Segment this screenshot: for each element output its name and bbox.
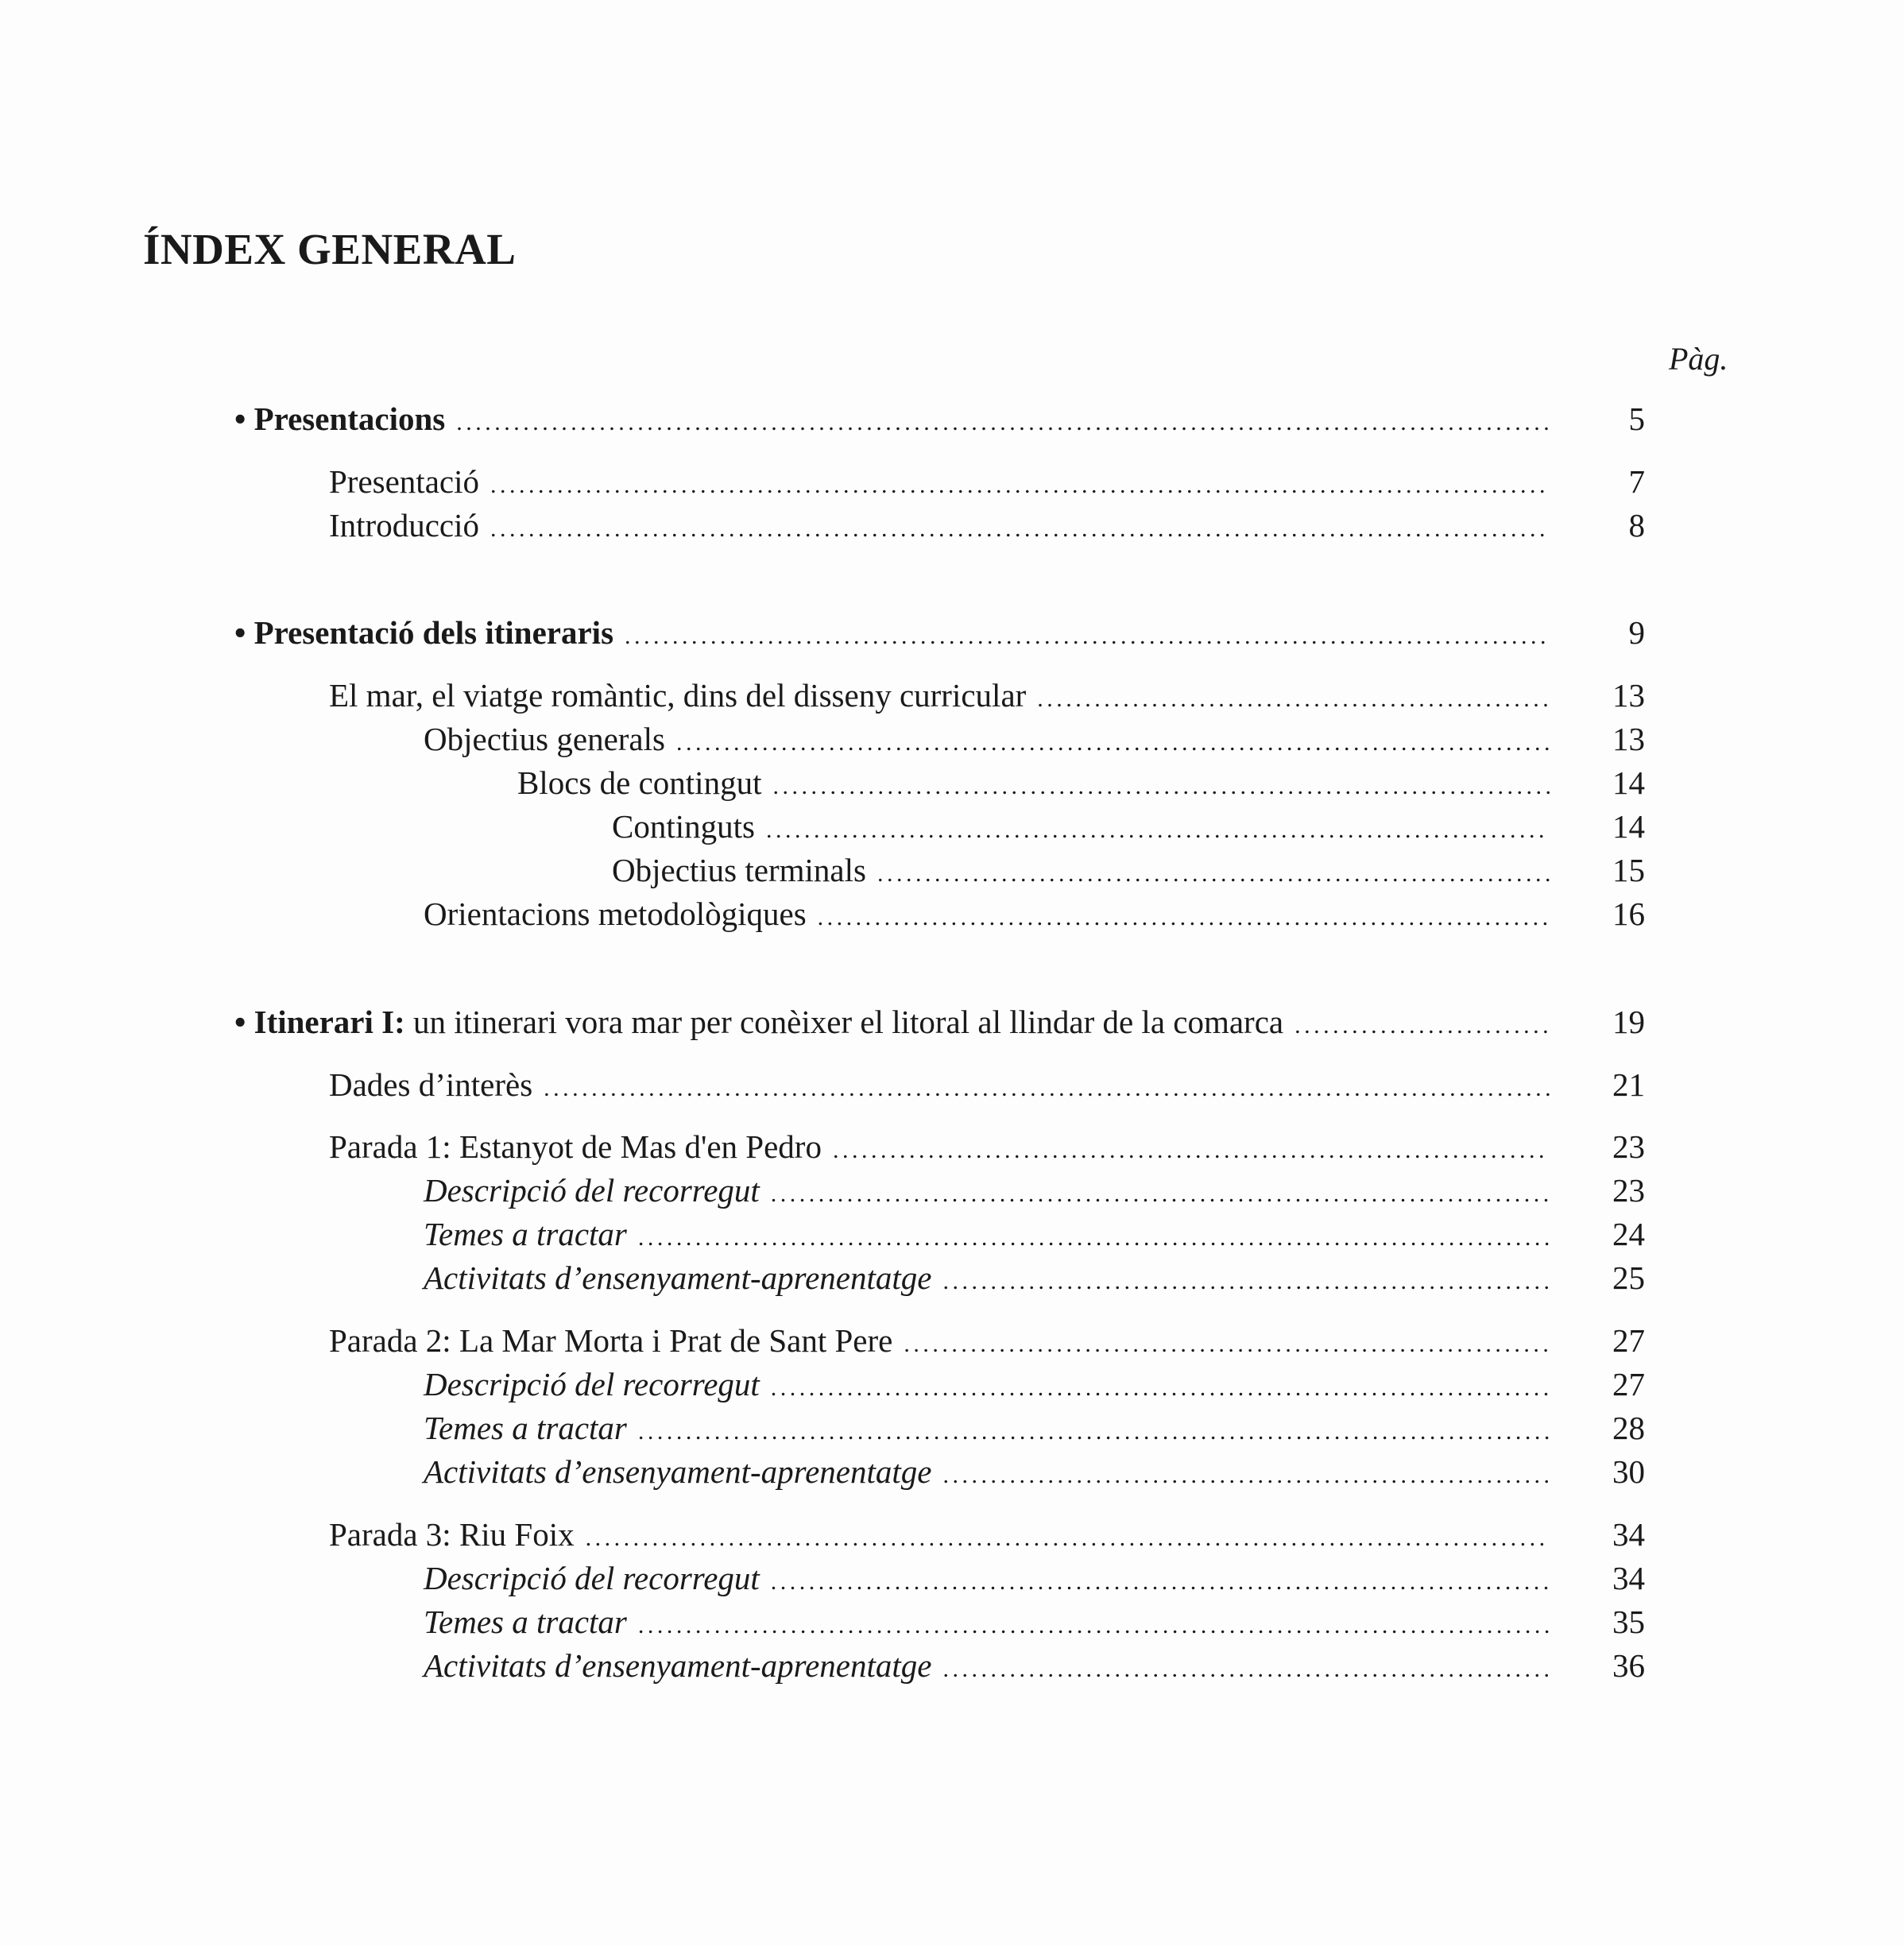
dot-leader xyxy=(544,1077,1550,1101)
dot-leader xyxy=(818,906,1550,930)
toc-entry-label: Objectius generals xyxy=(424,721,665,757)
toc-entry xyxy=(424,1559,1550,1597)
toc-page-number: 35 xyxy=(1612,1604,1645,1640)
toc-entry-label: Descripció del recorregut xyxy=(424,1172,760,1209)
toc-entry-title xyxy=(424,1365,771,1403)
toc-entry-title xyxy=(424,1171,771,1209)
toc-entry-label: Temes a tractar xyxy=(424,1216,627,1252)
toc-page-number: 34 xyxy=(1612,1560,1645,1596)
toc-entry xyxy=(329,462,1550,501)
dot-leader xyxy=(771,1570,1550,1594)
toc-entry-label: Introducció xyxy=(329,507,479,544)
toc-page-number: 9 xyxy=(1628,614,1645,651)
dot-leader xyxy=(490,517,1550,541)
toc-entry-title xyxy=(424,1409,638,1447)
toc-page-number: 30 xyxy=(1612,1453,1645,1490)
bullet-marker: • xyxy=(234,614,254,651)
toc-entry-title xyxy=(329,506,490,544)
toc-page-number: 21 xyxy=(1612,1066,1645,1103)
toc-entry-title xyxy=(329,1515,586,1553)
toc-entry-label: Blocs de contingut xyxy=(517,764,762,801)
toc-entry xyxy=(329,1128,1550,1166)
page-title: ÍNDEX GENERAL xyxy=(143,225,517,273)
toc-entry xyxy=(234,613,1550,652)
toc-entry xyxy=(424,1259,1550,1297)
toc-entry-label: Temes a tractar xyxy=(424,1410,627,1446)
toc-page-number: 25 xyxy=(1612,1259,1645,1296)
dot-leader xyxy=(1294,1014,1550,1038)
toc-entry xyxy=(424,1603,1550,1641)
toc-page-number: 27 xyxy=(1612,1366,1645,1402)
bullet-marker: • xyxy=(234,400,254,437)
toc-entry-title xyxy=(234,613,625,652)
toc-section-heading: Itinerari I: xyxy=(253,1004,405,1040)
toc-page-number: 34 xyxy=(1612,1516,1645,1553)
toc-entry-title xyxy=(424,1603,638,1641)
toc-entry-label: Presentació xyxy=(329,463,479,500)
toc-page-number: 24 xyxy=(1612,1216,1645,1252)
toc-section-heading: Presentacions xyxy=(253,400,446,437)
toc-page-number: 14 xyxy=(1612,808,1645,845)
toc-entry-label: Objectius terminals xyxy=(612,852,866,888)
toc-entry xyxy=(517,764,1550,802)
dot-leader xyxy=(638,1226,1550,1250)
toc-entry-label: Orientacions metodològiques xyxy=(424,896,807,932)
toc-entry-title xyxy=(234,1003,1294,1041)
toc-page-number: 36 xyxy=(1612,1647,1645,1684)
dot-leader xyxy=(490,474,1550,497)
toc-entry-title xyxy=(329,462,490,501)
dot-leader xyxy=(772,775,1550,799)
toc-page-number: 14 xyxy=(1612,764,1645,801)
dot-leader xyxy=(766,818,1550,842)
toc-entry xyxy=(424,1215,1550,1253)
toc-entry-label: un itinerari vora mar per conèixer el litoral al llindar de la comarca xyxy=(404,1004,1284,1040)
toc-page-number: 13 xyxy=(1612,721,1645,757)
toc-entry-title xyxy=(517,764,772,802)
dot-leader xyxy=(771,1376,1550,1400)
toc-entry-label: Dades d’interès xyxy=(329,1066,533,1103)
toc-entry xyxy=(329,1515,1550,1553)
toc-entry xyxy=(329,676,1550,714)
toc-entry-title xyxy=(424,1259,942,1297)
toc-entry xyxy=(234,1003,1550,1041)
dot-leader xyxy=(877,862,1550,886)
toc-entry-title xyxy=(234,400,456,438)
dot-leader xyxy=(942,1270,1550,1294)
toc-entry-label: Descripció del recorregut xyxy=(424,1366,760,1402)
dot-leader xyxy=(638,1420,1550,1444)
toc-entry xyxy=(424,1646,1550,1685)
dot-leader xyxy=(833,1139,1550,1163)
toc-entry xyxy=(329,506,1550,544)
toc-entry-label: Activitats d’ensenyament-aprenentatge xyxy=(424,1259,932,1296)
toc-entry xyxy=(612,807,1550,845)
toc-page-number: 27 xyxy=(1612,1322,1645,1359)
toc-entry-title xyxy=(612,807,766,845)
toc-entry-title xyxy=(424,1559,771,1597)
toc-entry-title xyxy=(329,1066,544,1104)
toc-page-number: 13 xyxy=(1612,677,1645,714)
toc-page-number: 28 xyxy=(1612,1410,1645,1446)
dot-leader xyxy=(942,1658,1550,1681)
dot-leader xyxy=(456,411,1550,435)
toc-entry-title xyxy=(424,1646,942,1685)
toc-entry-title xyxy=(424,895,818,933)
toc-page-number: 15 xyxy=(1612,852,1645,888)
toc-page-number: 7 xyxy=(1628,463,1645,500)
dot-leader xyxy=(638,1614,1550,1638)
toc-entry-title xyxy=(424,720,676,758)
dot-leader xyxy=(676,731,1550,755)
toc-entry-label: Descripció del recorregut xyxy=(424,1560,760,1596)
dot-leader xyxy=(586,1526,1550,1550)
toc-page-number: 16 xyxy=(1612,896,1645,932)
toc-entry-label: Continguts xyxy=(612,808,755,845)
toc-entry xyxy=(329,1066,1550,1104)
toc-entry xyxy=(612,851,1550,889)
toc-page-number: 23 xyxy=(1612,1128,1645,1165)
dot-leader xyxy=(771,1182,1550,1206)
toc-entry-title xyxy=(329,676,1037,714)
toc-entry xyxy=(234,400,1550,438)
dot-leader xyxy=(1037,687,1550,711)
toc-page-number: 5 xyxy=(1628,400,1645,437)
toc-page-number: 8 xyxy=(1628,507,1645,544)
toc-page-number: 23 xyxy=(1612,1172,1645,1209)
toc-entry-title xyxy=(424,1215,638,1253)
toc-entry xyxy=(424,720,1550,758)
toc-entry xyxy=(424,1453,1550,1491)
toc-entry-title xyxy=(612,851,877,889)
bullet-marker: • xyxy=(234,1004,254,1040)
toc-entry-label: Activitats d’ensenyament-aprenentatge xyxy=(424,1453,932,1490)
toc-entry-title xyxy=(329,1128,833,1166)
toc-section-heading: Presentació dels itineraris xyxy=(253,614,614,651)
toc-entry-label: Temes a tractar xyxy=(424,1604,627,1640)
dot-leader xyxy=(942,1464,1550,1488)
toc-entry-title xyxy=(329,1321,904,1360)
toc-entry-label: Parada 3: Riu Foix xyxy=(329,1516,575,1553)
toc-entry-title xyxy=(424,1453,942,1491)
toc-entry xyxy=(329,1321,1550,1360)
toc-entry-label: Parada 1: Estanyot de Mas d'en Pedro xyxy=(329,1128,822,1165)
toc-page-number: 19 xyxy=(1612,1004,1645,1040)
toc-entry xyxy=(424,895,1550,933)
toc-entry xyxy=(424,1409,1550,1447)
toc-entry-label: El mar, el viatge romàntic, dins del disseny curricular xyxy=(329,677,1027,714)
toc-entry xyxy=(424,1171,1550,1209)
toc-entry xyxy=(424,1365,1550,1403)
toc-entry-label: Parada 2: La Mar Morta i Prat de Sant Pere xyxy=(329,1322,893,1359)
toc-entry-label: Activitats d’ensenyament-aprenentatge xyxy=(424,1647,932,1684)
page-column-label: Pàg. xyxy=(1669,341,1728,377)
dot-leader xyxy=(904,1333,1550,1356)
dot-leader xyxy=(625,625,1550,648)
